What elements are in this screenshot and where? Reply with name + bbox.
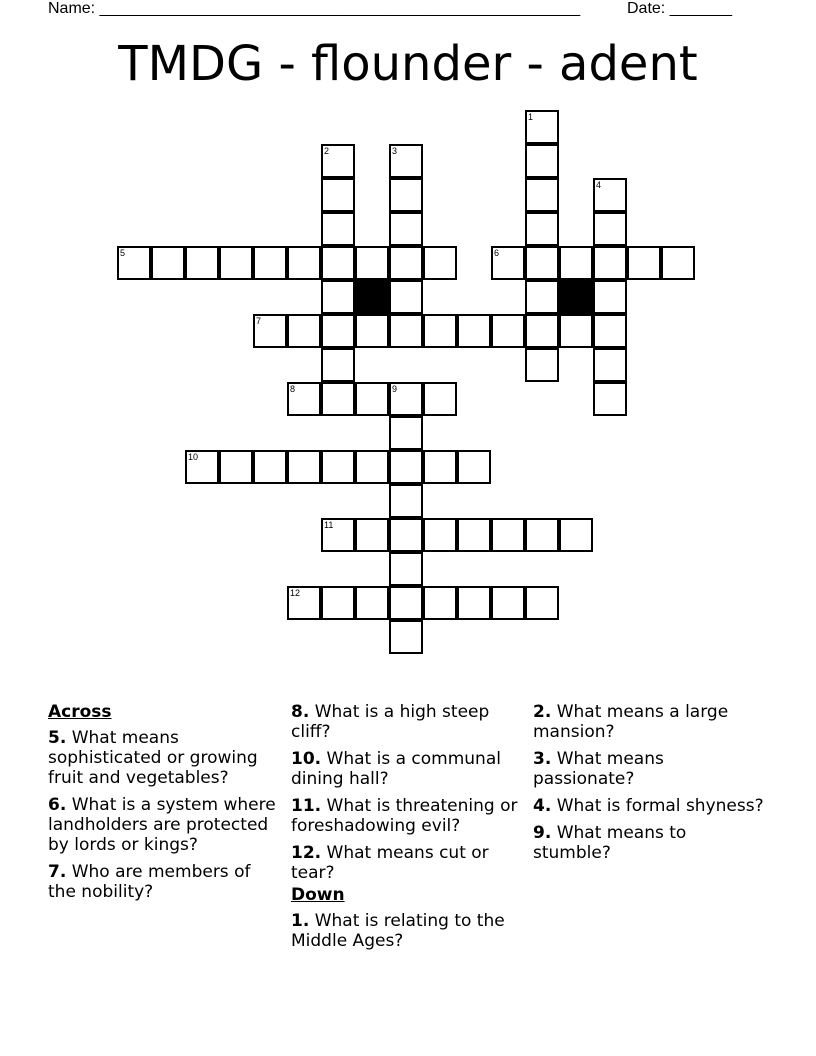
grid-cell[interactable] (321, 586, 355, 620)
grid-cell[interactable] (389, 450, 423, 484)
grid-cell[interactable] (593, 348, 627, 382)
grid-cell[interactable] (355, 246, 389, 280)
clue-down-9 (533, 823, 765, 863)
clue-down-1 (291, 911, 523, 951)
clues-column-1 (48, 702, 280, 909)
grid-cell[interactable] (185, 450, 219, 484)
grid-cell[interactable] (389, 416, 423, 450)
grid-cell[interactable] (593, 178, 627, 212)
clues-column-3 (533, 702, 765, 870)
grid-cell[interactable] (593, 382, 627, 416)
grid-cell[interactable] (525, 246, 559, 280)
grid-cell[interactable] (525, 348, 559, 382)
grid-cell[interactable] (321, 246, 355, 280)
grid-cell[interactable] (559, 314, 593, 348)
grid-cell[interactable] (525, 586, 559, 620)
grid-cell[interactable] (491, 518, 525, 552)
grid-cell[interactable] (389, 586, 423, 620)
grid-cell[interactable] (355, 518, 389, 552)
grid-cell[interactable] (389, 246, 423, 280)
grid-cell[interactable] (627, 246, 661, 280)
grid-cell[interactable] (525, 212, 559, 246)
grid-cell[interactable] (389, 620, 423, 654)
cell-number: 6 (494, 248, 500, 258)
black-cell (559, 280, 593, 314)
grid-cell[interactable] (423, 450, 457, 484)
grid-cell[interactable] (151, 246, 185, 280)
grid-cell[interactable] (185, 246, 219, 280)
clue-number: 8. (291, 702, 310, 722)
grid-cell[interactable] (117, 246, 151, 280)
cell-number: 12 (290, 588, 301, 598)
grid-cell[interactable] (559, 246, 593, 280)
clue-across-5 (48, 728, 280, 788)
grid-cell[interactable] (355, 586, 389, 620)
cell-number: 2 (324, 146, 330, 156)
clue-text: What means passionate? (533, 749, 664, 789)
grid-cell[interactable] (593, 212, 627, 246)
clue-number: 9. (533, 823, 552, 843)
clue-text: What is formal shyness? (556, 796, 764, 816)
grid-cell[interactable] (661, 246, 695, 280)
grid-cell[interactable] (423, 246, 457, 280)
grid-cell[interactable] (321, 280, 355, 314)
clue-across-6 (48, 795, 280, 855)
clue-number: 4. (533, 796, 552, 816)
cell-number: 7 (256, 316, 262, 326)
cell-number: 4 (596, 180, 602, 190)
clue-number: 3. (533, 749, 552, 769)
grid-cell[interactable] (457, 450, 491, 484)
grid-cell[interactable] (287, 314, 321, 348)
grid-cell[interactable] (423, 314, 457, 348)
grid-cell[interactable] (423, 586, 457, 620)
grid-cell[interactable] (287, 246, 321, 280)
grid-cell[interactable] (389, 552, 423, 586)
grid-cell[interactable] (389, 144, 423, 178)
clue-text: What means cut or tear? (291, 843, 489, 883)
cell-number: 11 (324, 520, 334, 530)
grid-cell[interactable] (219, 246, 253, 280)
down-heading: Down (291, 885, 345, 905)
grid-cell[interactable] (219, 450, 253, 484)
grid-cell[interactable] (355, 450, 389, 484)
clue-text: What is relating to the Middle Ages? (291, 911, 505, 951)
clue-text: What is threatening or foreshadowing evil? (291, 796, 518, 836)
grid-cell[interactable] (457, 314, 491, 348)
clue-number: 5. (48, 728, 67, 748)
grid-cell[interactable] (253, 246, 287, 280)
clue-across-8 (291, 702, 523, 742)
grid-cell[interactable] (389, 518, 423, 552)
worksheet-header (48, 0, 748, 18)
grid-cell[interactable] (389, 212, 423, 246)
clue-down-2 (533, 702, 765, 742)
puzzle-title: TMDG - flounder - adent (118, 36, 698, 92)
clue-text: What is a high steep cliff? (291, 702, 490, 742)
clue-text: Who are members of the nobility? (48, 862, 251, 902)
cell-number: 8 (290, 384, 296, 394)
grid-cell[interactable] (525, 144, 559, 178)
clue-number: 12. (291, 843, 322, 863)
clue-across-10 (291, 749, 523, 789)
clue-across-11 (291, 796, 523, 836)
clue-across-12 (291, 843, 523, 883)
across-heading: Across (48, 702, 112, 722)
grid-cell[interactable] (321, 178, 355, 212)
grid-cell[interactable] (423, 382, 457, 416)
clue-number: 11. (291, 796, 322, 816)
clue-number: 7. (48, 862, 67, 882)
clue-text: What means a large mansion? (533, 702, 729, 742)
cell-number: 5 (120, 248, 126, 258)
grid-cell[interactable] (491, 246, 525, 280)
date-label: Date: _______ (627, 0, 732, 17)
grid-cell[interactable] (491, 586, 525, 620)
grid-cell[interactable] (253, 450, 287, 484)
black-cell (355, 280, 389, 314)
grid-cell[interactable] (321, 144, 355, 178)
grid-cell[interactable] (355, 314, 389, 348)
grid-cell[interactable] (389, 484, 423, 518)
grid-cell[interactable] (559, 518, 593, 552)
grid-cell[interactable] (389, 314, 423, 348)
clue-number: 6. (48, 795, 67, 815)
cell-number: 1 (528, 112, 534, 122)
grid-cell[interactable] (287, 382, 321, 416)
grid-cell[interactable] (253, 314, 287, 348)
grid-cell[interactable] (355, 382, 389, 416)
grid-cell[interactable] (287, 586, 321, 620)
clue-down-3 (533, 749, 765, 789)
grid-cell[interactable] (389, 382, 423, 416)
grid-cell[interactable] (525, 280, 559, 314)
name-label: Name: ______________________________________________________ (48, 0, 581, 17)
clue-number: 10. (291, 749, 322, 769)
grid-cell[interactable] (321, 212, 355, 246)
cell-number: 3 (392, 146, 398, 156)
grid-cell[interactable] (525, 314, 559, 348)
grid-cell[interactable] (525, 178, 559, 212)
grid-cell[interactable] (491, 314, 525, 348)
clue-number: 2. (533, 702, 552, 722)
clue-text: What is a system where landholders are protected by lords or kings? (48, 795, 276, 855)
clue-number: 1. (291, 911, 310, 931)
grid-cell[interactable] (593, 314, 627, 348)
clue-text: What means sophisticated or growing fruit and vegetables? (48, 728, 258, 788)
grid-cell[interactable] (389, 280, 423, 314)
grid-cell[interactable] (525, 110, 559, 144)
grid-cell[interactable] (423, 518, 457, 552)
grid-cell[interactable] (321, 382, 355, 416)
grid-cell[interactable] (457, 518, 491, 552)
grid-cell[interactable] (389, 178, 423, 212)
clues-column-2 (291, 702, 523, 958)
grid-cell[interactable] (525, 518, 559, 552)
cell-number: 9 (392, 384, 398, 394)
clue-across-7 (48, 862, 280, 902)
grid-cell[interactable] (593, 246, 627, 280)
clue-text: What is a communal dining hall? (291, 749, 501, 789)
grid-cell[interactable] (321, 450, 355, 484)
clue-down-4 (533, 796, 765, 816)
grid-cell[interactable] (321, 518, 355, 552)
grid-cell[interactable] (457, 586, 491, 620)
clue-text: What means to stumble? (533, 823, 687, 863)
cell-number: 10 (188, 452, 199, 462)
grid-cell[interactable] (593, 280, 627, 314)
grid-cell[interactable] (321, 348, 355, 382)
grid-cell[interactable] (287, 450, 321, 484)
grid-cell[interactable] (321, 314, 355, 348)
